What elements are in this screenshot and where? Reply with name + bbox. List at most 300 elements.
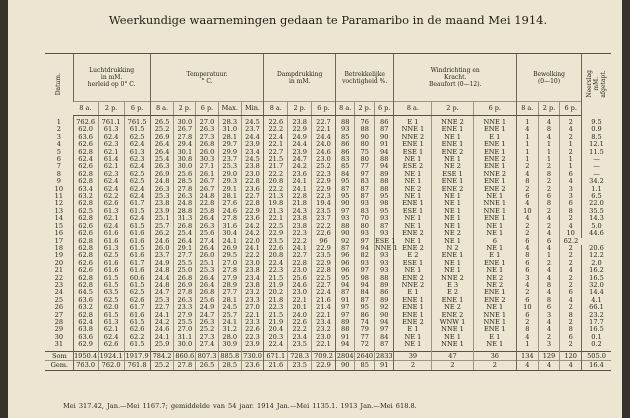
- table-cell: 62.1: [98, 215, 124, 222]
- subheader-cell: 2 p.: [432, 102, 473, 116]
- table-cell: 61.6: [124, 252, 150, 259]
- table-cell: 2: [538, 178, 560, 185]
- table-cell: 97: [374, 326, 394, 333]
- table-cell: 16.5: [582, 275, 611, 282]
- footnote: Mei 317.42, Jan.—Mei 1167.7; gemiddelde van 54 jaar. 1914 Jan.—Mei 1135.1. 1913 Jan.—Mei 618.8.: [63, 402, 417, 410]
- table-cell: 89: [335, 319, 355, 326]
- table-cell: 2: [560, 252, 582, 259]
- date-cell: 12: [54, 199, 64, 208]
- table-cell: 22.8: [241, 200, 264, 207]
- table-cell: 28.1: [218, 193, 241, 200]
- table-cell: 35.5: [582, 208, 611, 215]
- table-cell: 860.6: [175, 351, 195, 360]
- table-cell: 62.4: [73, 156, 98, 163]
- table-cell: 22.4: [264, 134, 288, 141]
- table-cell: 23.8: [288, 223, 312, 230]
- table-cell: 24.9: [288, 134, 312, 141]
- table-cell: 62.4: [98, 223, 124, 230]
- table-cell: 93: [374, 267, 394, 274]
- table-cell: 22.1: [264, 141, 288, 148]
- table-cell: 8: [516, 178, 538, 185]
- table-cell: 61.3: [98, 208, 124, 215]
- table-cell: 24.0: [312, 141, 336, 148]
- table-cell: NNE 2: [394, 134, 432, 141]
- table-cell: 62.6: [98, 341, 124, 351]
- table-cell: 27.7: [174, 252, 196, 259]
- table-cell: 1: [516, 156, 538, 163]
- table-row: [45, 341, 611, 351]
- table-cell: 26.0: [150, 245, 174, 252]
- date-cell: 16: [54, 229, 64, 238]
- table-cell: 94: [335, 341, 355, 351]
- table-cell: 62.8: [73, 149, 98, 156]
- table-cell: 87: [374, 341, 394, 351]
- table-cell: 62.2: [124, 334, 150, 341]
- table-cell: 25.8: [196, 208, 219, 215]
- table-cell: NE 1: [473, 267, 516, 274]
- table-cell: 74: [355, 319, 375, 326]
- table-cell: 22.7: [150, 304, 174, 311]
- table-cell: 62.6: [73, 230, 98, 237]
- table-cell: 728.3: [288, 351, 312, 361]
- table-cell: 23.7: [241, 126, 264, 133]
- table-cell: 27.8: [174, 289, 196, 296]
- table-cell: 93: [374, 230, 394, 237]
- table-cell: 26.0: [196, 149, 219, 156]
- table-cell: 1: [516, 341, 538, 351]
- table-cell: 22.9: [312, 361, 336, 371]
- table-cell: 61.5: [98, 282, 124, 289]
- table-cell: 0.1: [582, 334, 611, 341]
- table-cell: 22.8: [312, 267, 336, 274]
- subheader-cell: 8 a.: [516, 102, 538, 116]
- table-cell: 25.5: [174, 319, 196, 326]
- row-label: Gem.: [45, 361, 73, 371]
- table-cell: 6.5: [582, 193, 611, 200]
- table-cell: 61.5: [124, 208, 150, 215]
- table-cell: NE 1: [394, 334, 432, 341]
- table-cell: 96: [335, 267, 355, 274]
- row-label: Som: [45, 351, 73, 361]
- table-cell: 62.0: [73, 126, 98, 133]
- table-cell: 93: [335, 126, 355, 133]
- table-cell: 2: [538, 208, 560, 215]
- table-cell: 95: [355, 304, 375, 311]
- table-cell: 97: [355, 238, 375, 245]
- table-cell: 24.4: [150, 275, 174, 282]
- table-cell: 93: [355, 260, 375, 267]
- table-cell: 29.9: [218, 149, 241, 156]
- table-cell: 8: [516, 326, 538, 333]
- table-cell: 2: [516, 289, 538, 296]
- table-cell: 23.5: [288, 361, 312, 371]
- table-cell: 26.9: [218, 245, 241, 252]
- table-cell: NNE 2: [473, 171, 516, 178]
- table-cell: 61.7: [124, 200, 150, 207]
- table-cell: 4: [538, 134, 560, 141]
- table-cell: 22.6: [264, 245, 288, 252]
- table-cell: 6: [473, 238, 516, 245]
- table-cell: 11.5: [582, 149, 611, 156]
- table-cell: 25.2: [150, 361, 174, 371]
- table-cell: 24.1: [241, 245, 264, 252]
- date-cell: 31: [54, 340, 64, 349]
- table-cell: 26.8: [196, 141, 219, 148]
- table-cell: 62.3: [98, 171, 124, 178]
- table-cell: 63.6: [73, 334, 98, 341]
- table-cell: 31.1: [174, 334, 196, 341]
- table-cell: 23.7: [312, 215, 336, 222]
- table-cell: NNE 1: [473, 116, 516, 127]
- table-cell: 61.7: [124, 304, 150, 311]
- table-cell: 61.6: [124, 238, 150, 245]
- table-cell: 22.3: [312, 171, 336, 178]
- table-cell: 88: [374, 178, 394, 185]
- table-cell: 95: [374, 208, 394, 215]
- subheader-cell: 6 p.: [196, 102, 219, 116]
- table-cell: 26.8: [174, 223, 196, 230]
- table-cell: 23.3: [174, 304, 196, 311]
- table-cell: 23.6: [241, 186, 264, 193]
- table-cell: 26.4: [150, 141, 174, 148]
- date-cell: 6: [56, 155, 61, 164]
- table-cell: 62.9: [73, 341, 98, 351]
- header-humidity: Betrekkelijke vochtigheid %.: [335, 54, 394, 102]
- table-cell: 24.3: [288, 208, 312, 215]
- table-cell: 97: [335, 304, 355, 311]
- date-cell: 15: [54, 221, 64, 230]
- table-cell: ENE 1: [432, 126, 473, 133]
- table-cell: 22.0: [582, 200, 611, 207]
- table-cell: 61.7: [124, 260, 150, 267]
- table-cell: 61.6: [124, 312, 150, 319]
- table-cell: 76: [355, 116, 375, 127]
- subheader-cell: 8 a.: [150, 102, 174, 116]
- table-cell: 31.2: [218, 326, 241, 333]
- table-cell: 23.0: [241, 171, 264, 178]
- table-cell: 26.4: [196, 245, 219, 252]
- table-cell: ENE 2: [432, 149, 473, 156]
- table-cell: 84: [374, 334, 394, 341]
- table-cell: 32.0: [582, 282, 611, 289]
- table-cell: 16.4: [582, 361, 611, 371]
- table-cell: 8: [560, 208, 582, 215]
- table-cell: 24.5: [241, 156, 264, 163]
- table-cell: 23.5: [312, 252, 336, 259]
- table-cell: 6: [538, 238, 560, 245]
- table-cell: 29.7: [218, 141, 241, 148]
- table-cell: 62.8: [73, 215, 98, 222]
- table-cell: NE 2: [432, 230, 473, 237]
- table-cell: 4: [560, 267, 582, 274]
- table-cell: 89: [374, 282, 394, 289]
- table-cell: ENE 1: [394, 304, 432, 311]
- table-cell: 23.9: [241, 141, 264, 148]
- table-cell: 6: [560, 171, 582, 178]
- table-cell: NE 1: [432, 267, 473, 274]
- header-pressure: Luchtdrukking in mM. herleid op 0° C.: [73, 54, 150, 102]
- table-cell: 27.8: [174, 134, 196, 141]
- table-cell: 20.3: [264, 334, 288, 341]
- table-cell: 24.6: [218, 208, 241, 215]
- table-cell: 62.1: [98, 149, 124, 156]
- table-cell: 23.2: [312, 326, 336, 333]
- table-cell: 29.3: [218, 178, 241, 185]
- table-cell: 27.0: [174, 326, 196, 333]
- table-cell: NE 1: [473, 223, 516, 230]
- table-cell: 23.8: [150, 200, 174, 207]
- table-cell: ESE 1: [374, 236, 396, 245]
- table-cell: 27.9: [174, 312, 196, 319]
- table-cell: 62.3: [124, 156, 150, 163]
- table-cell: 25.0: [174, 267, 196, 274]
- table-cell: E 2: [394, 252, 432, 259]
- table-cell: 4: [538, 289, 560, 296]
- table-cell: 21.7: [264, 163, 288, 170]
- table-cell: 25.5: [174, 260, 196, 267]
- table-cell: 27.0: [196, 116, 219, 127]
- table-cell: 97: [355, 267, 375, 274]
- table-cell: 4: [516, 245, 538, 252]
- table-cell: 25.6: [174, 171, 196, 178]
- table-cell: 96: [312, 238, 336, 245]
- table-cell: NE 2: [394, 186, 432, 193]
- table-cell: NE 1: [394, 171, 432, 178]
- table-cell: 63.2: [73, 304, 98, 311]
- table-cell: 22.1: [312, 312, 336, 319]
- table-cell: 24.9: [196, 304, 219, 311]
- table-cell: 20.4: [264, 326, 288, 333]
- table-cell: 24.4: [241, 134, 264, 141]
- table-cell: 1: [516, 141, 538, 148]
- date-cell: 17: [54, 236, 64, 245]
- table-cell: 83: [335, 156, 355, 163]
- table-cell: ESE 2: [394, 163, 432, 170]
- table-cell: 22.1: [264, 215, 288, 222]
- table-cell: ENE 1: [432, 178, 473, 185]
- table-cell: NE 1: [432, 238, 473, 245]
- table-cell: NE 1: [473, 245, 516, 252]
- table-cell: NE 1: [394, 193, 432, 200]
- table-cell: 62.5: [124, 134, 150, 141]
- table-cell: 62.1: [98, 326, 124, 333]
- table-cell: 4: [560, 223, 582, 230]
- subheader-cell: 2 p.: [174, 102, 196, 116]
- table-cell: 61.5: [124, 319, 150, 326]
- table-cell: 89: [374, 171, 394, 178]
- table-cell: 4: [538, 326, 560, 333]
- date-cell: 24: [54, 288, 64, 297]
- subheader-cell: 8 a.: [73, 102, 98, 116]
- table-cell: 26.3: [196, 319, 219, 326]
- table-cell: 62.6: [73, 267, 98, 274]
- table-cell: 761.1: [98, 116, 124, 127]
- table-cell: 24.1: [218, 319, 241, 326]
- table-cell: 22.2: [288, 238, 312, 245]
- table-cell: 27.8: [174, 361, 196, 371]
- header-cloud: Bewolking (0—10): [516, 54, 581, 102]
- table-cell: 86: [355, 312, 375, 319]
- table-cell: 22.3: [241, 334, 264, 341]
- table-cell: 21.9: [264, 282, 288, 289]
- table-cell: 87: [335, 245, 355, 252]
- table-cell: 22.7: [264, 149, 288, 156]
- table-cell: 90: [374, 134, 394, 141]
- table-cell: 23.6: [288, 171, 312, 178]
- table-cell: 22.1: [312, 341, 336, 351]
- table-cell: 3: [538, 312, 560, 319]
- table-cell: 6: [560, 334, 582, 341]
- table-cell: 61.3: [98, 319, 124, 326]
- book-page: [8, 0, 622, 418]
- subheader-cell: 2 p.: [538, 102, 560, 116]
- table-cell: ENE 1: [432, 141, 473, 148]
- table-cell: 62.5: [124, 178, 150, 185]
- table-cell: 63.8: [73, 326, 98, 333]
- table-cell: 93: [374, 252, 394, 259]
- table-cell: 62.5: [98, 252, 124, 259]
- table-cell: 22.4: [264, 341, 288, 351]
- table-cell: 22.9: [312, 245, 336, 252]
- table-cell: 20.8: [264, 178, 288, 185]
- subheader-cell: 2 p.: [355, 102, 375, 116]
- table-cell: 86: [374, 116, 394, 127]
- table-cell: ENE 2: [394, 275, 432, 282]
- table-cell: 93: [374, 215, 394, 222]
- table-cell: NNE 1: [374, 243, 398, 252]
- table-cell: 22.7: [312, 282, 336, 289]
- table-cell: 61.6: [124, 230, 150, 237]
- table-cell: E 1: [394, 116, 432, 127]
- subheader-cell: Min.: [241, 102, 264, 116]
- table-cell: 26.1: [196, 171, 219, 178]
- table-cell: 77: [355, 163, 375, 170]
- table-cell: 120: [560, 351, 582, 361]
- table-cell: 4: [538, 319, 560, 326]
- date-cell: 8: [56, 169, 61, 178]
- table-cell: 24.1: [288, 186, 312, 193]
- table-cell: 23.4: [288, 334, 312, 341]
- table-cell: 62.3: [98, 141, 124, 148]
- table-cell: 4: [516, 171, 538, 178]
- table-cell: 1: [516, 134, 538, 141]
- table-cell: 21.5: [264, 312, 288, 319]
- table-cell: 26.4: [196, 282, 219, 289]
- table-cell: 62.8: [73, 238, 98, 245]
- table-cell: 4: [538, 275, 560, 282]
- table-cell: 23.7: [150, 252, 174, 259]
- table-cell: 22.9: [264, 230, 288, 237]
- table-cell: 61.6: [98, 238, 124, 245]
- table-cell: 763.0: [73, 361, 98, 371]
- table-body: [45, 116, 611, 352]
- table-cell: NNE 1: [432, 326, 473, 333]
- table-cell: 9.5: [582, 116, 611, 127]
- table-cell: 22.9: [312, 260, 336, 267]
- table-cell: 22.2: [264, 171, 288, 178]
- table-cell: 22.1: [312, 126, 336, 133]
- table-cell: 61.6: [98, 267, 124, 274]
- table-cell: 6: [516, 193, 538, 200]
- table-cell: 23.2: [241, 289, 264, 296]
- table-cell: 27.3: [196, 334, 219, 341]
- date-cell: 14: [54, 214, 64, 223]
- table-cell: 30.0: [174, 341, 196, 351]
- header-date: Datum.: [45, 54, 73, 116]
- table-cell: 23.5: [312, 208, 336, 215]
- table-cell: 2: [560, 116, 582, 127]
- table-cell: ENE 2: [394, 230, 432, 237]
- table-cell: 87: [355, 297, 375, 304]
- table-cell: 26.3: [174, 297, 196, 304]
- table-cell: 4: [560, 126, 582, 133]
- table-cell: 72: [355, 341, 375, 351]
- table-cell: 29.1: [218, 186, 241, 193]
- table-cell: NE 1: [432, 223, 473, 230]
- header-temperature: Temperatuur. ° C.: [150, 54, 264, 102]
- table-cell: 88: [335, 116, 355, 127]
- table-cell: 22.3: [288, 230, 312, 237]
- table-cell: 26.4: [196, 215, 219, 222]
- table-cell: 25.3: [218, 163, 241, 170]
- table-cell: NE 1: [432, 215, 473, 222]
- table-cell: NNE 1: [473, 319, 516, 326]
- table-cell: 61.3: [98, 126, 124, 133]
- table-cell: ESE 1: [394, 260, 432, 267]
- date-cell: 5: [56, 147, 61, 156]
- table-cell: 10: [516, 304, 538, 311]
- date-cell: 28: [54, 317, 64, 326]
- table-cell: 22.2: [264, 126, 288, 133]
- table-cell: 94: [355, 245, 375, 252]
- table-cell: 92: [335, 238, 355, 245]
- date-cell: 3: [56, 132, 61, 141]
- table-cell: 62.5: [124, 289, 150, 296]
- table-cell: 61.5: [98, 275, 124, 282]
- table-cell: 2: [560, 282, 582, 289]
- date-cell: 19: [54, 251, 64, 260]
- table-cell: 24.2: [241, 223, 264, 230]
- table-cell: 22.1: [288, 297, 312, 304]
- date-cell: 4: [56, 140, 61, 149]
- date-cell: 29: [54, 325, 64, 334]
- table-cell: 91: [374, 361, 394, 371]
- table-cell: 22.8: [288, 260, 312, 267]
- table-cell: 26.3: [174, 193, 196, 200]
- table-cell: 62.6: [124, 297, 150, 304]
- table-cell: 26.0: [196, 252, 219, 259]
- table-cell: 62.5: [73, 208, 98, 215]
- table-cell: 22.0: [241, 238, 264, 245]
- table-cell: 26.4: [174, 238, 196, 245]
- table-cell: 87: [335, 289, 355, 296]
- table-cell: 24.8: [150, 178, 174, 185]
- table-cell: 26.9: [150, 134, 174, 141]
- table-cell: 62.6: [73, 141, 98, 148]
- table-cell: NE 1: [432, 208, 473, 215]
- table-cell: 19.4: [312, 200, 336, 207]
- table-cell: NNE 2: [394, 282, 432, 289]
- sum-row: [45, 351, 611, 361]
- table-cell: 21.3: [264, 193, 288, 200]
- table-cell: 93: [374, 260, 394, 267]
- table-cell: ENE 1: [473, 141, 516, 148]
- table-cell: 784.2: [150, 351, 174, 361]
- table-cell: 1: [516, 149, 538, 156]
- table-cell: 22.3: [264, 304, 288, 311]
- subheader-row: [45, 102, 611, 116]
- table-cell: NNE 1: [473, 208, 516, 215]
